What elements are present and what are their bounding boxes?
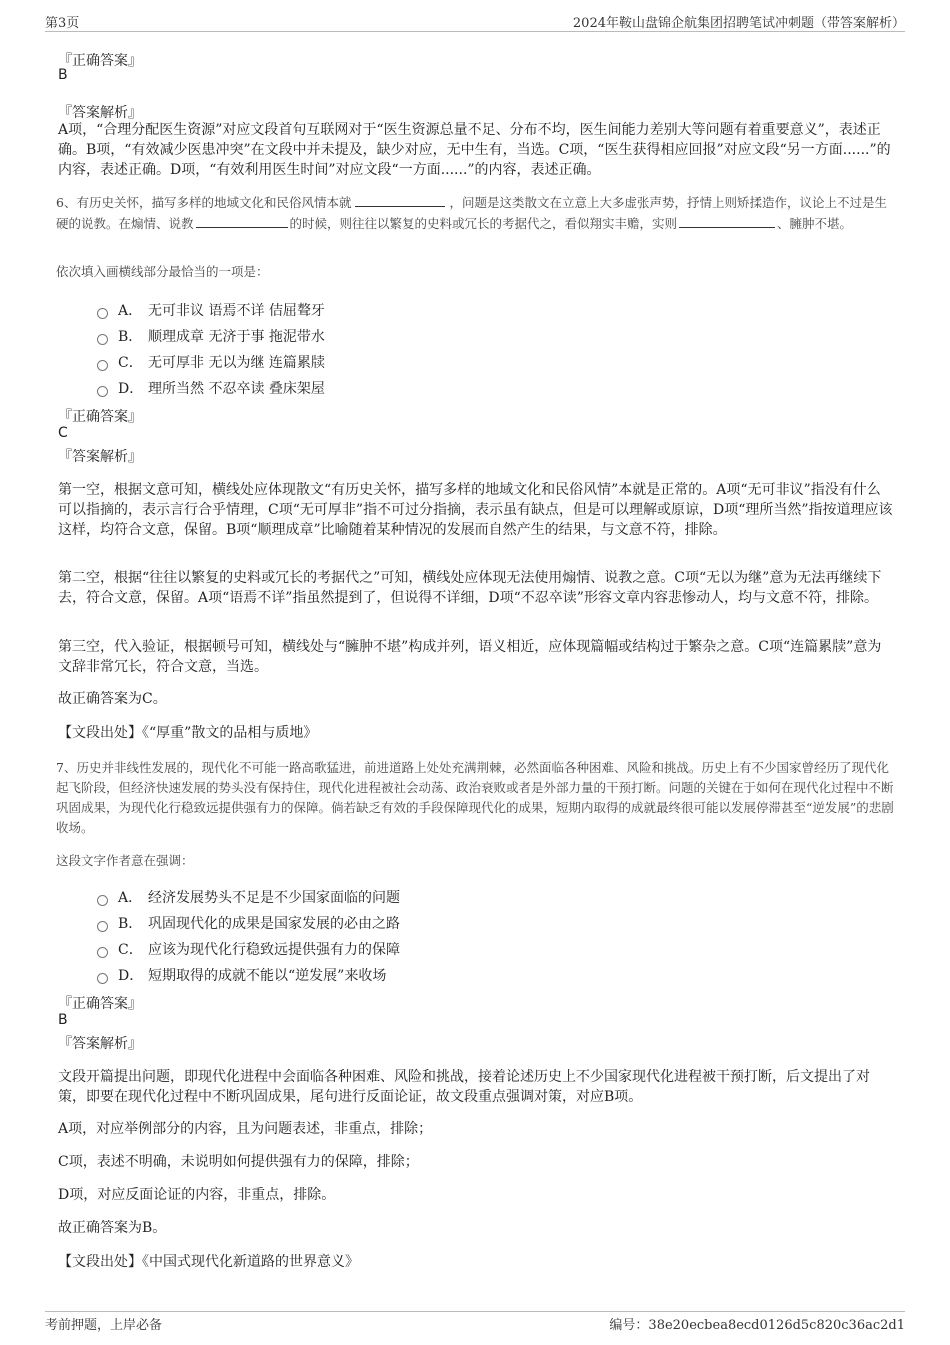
q7-stem: 7、历史并非线性发展的，现代化不可能一路高歌猛进，前进道路上处处充满荆棘，必然面临各种困难、风险和挑战。历史上有不少国家曾经历了现代化起飞阶段，但经济快速发展的势头没有保持住，现代化进程被社会动荡、政治衰败或者是外部力量的干预打断。问题的关键在于如何在现代化过程中不断巩固成果，为现代化行稳致远提供强有力的保障。倘若缺乏有效的手段保障现代化的成果，短期内取得的成就最终很可能以发展停滞甚至“逆发展”的悲剧收场。 — [56, 760, 894, 835]
q7-analysis-2: A项，对应举例部分的内容，且为问题表述，非重点，排除； — [58, 1121, 433, 1137]
radio-icon[interactable] — [97, 386, 108, 397]
q6-analysis-4: 故正确答案为C。 — [58, 691, 167, 707]
document-title: 2024年鞍山盘锦企航集团招聘笔试冲刺题（带答案解析） — [572, 16, 905, 31]
footer-slogan: 考前押题，上岸必备 — [45, 1318, 163, 1333]
header-divider — [45, 31, 905, 32]
q6-blank-2 — [196, 213, 288, 228]
q6-option-a[interactable]: A． 无可非议 语焉不详 佶屈聱牙 — [97, 300, 325, 320]
q6-option-d[interactable]: D． 理所当然 不忍卒读 叠床架屋 — [97, 378, 325, 398]
q6-stem-part1: 6、有历史关怀，描写多样的地域文化和民俗风情本就 — [56, 195, 352, 210]
radio-icon[interactable] — [97, 973, 108, 984]
radio-icon[interactable] — [97, 895, 108, 906]
q6-prompt: 依次填入画横线部分最恰当的一项是： — [56, 264, 269, 279]
document-id: 编号：38e20ecbea8ecd0126d5c820c36ac2d1 — [609, 1318, 905, 1333]
q6-blank-1 — [355, 192, 445, 207]
q6-analysis-1: 第一空，根据文意可知，横线处应体现散文“有历史关怀，描写多样的地域文化和民俗风情”本就是正常的。A项“无可非议”指没有什么可以指摘的，表示言行合乎情理，C项“无可厚非”指不可过分指摘，表示虽有缺点，但是可以理解或原谅，D项“理所当然”指按道理应该这样，均符合文意，保留。B项“顺理成章”比喻随着某种情况的发展而自然产生的结果，与文意不符，排除。 — [58, 482, 893, 538]
q7-option-c[interactable]: C． 应该为现代化行稳致远提供强有力的保障 — [97, 939, 400, 959]
q7-source: 【文段出处】《中国式现代化新道路的世界意义》 — [58, 1254, 359, 1270]
q6-stem-part2: ，问题是这类散文在立意上大多虚张声势，抒情上则矫揉造作，议论上不过是生硬的说教。在煽情、说教 — [56, 195, 887, 231]
q6-analysis-3: 第三空，代入验证，根据顿号可知，横线处与“臃肿不堪”构成并列，语义相近，应体现篇幅或结构过于繁杂之意。C项“连篇累牍”意为文辞非常冗长，符合文意，当选。 — [58, 639, 882, 675]
radio-icon[interactable] — [97, 308, 108, 319]
prev-answer-label: 『正确答案』 — [58, 53, 142, 69]
q6-answer-label: 『正确答案』 — [58, 409, 142, 425]
page-number: 第3页 — [45, 16, 80, 31]
radio-icon[interactable] — [97, 360, 108, 371]
q6-analysis-2: 第二空，根据“往往以繁复的史料或冗长的考据代之”可知，横线处应体现无法使用煽情、说教之意。C项“无以为继”意为无法再继续下去，符合文意，保留。A项“语焉不详”指虽然提到了，但说得不详细，D项“不忍卒读”形容文章内容悲惨动人，均与文意不符，排除。 — [58, 570, 882, 606]
q7-option-b[interactable]: B． 巩固现代化的成果是国家发展的必由之路 — [97, 913, 400, 933]
q6-option-c[interactable]: C． 无可厚非 无以为继 连篇累牍 — [97, 352, 325, 372]
q6-analysis-label: 『答案解析』 — [58, 449, 142, 465]
q7-answer-label: 『正确答案』 — [58, 996, 142, 1012]
prev-analysis-label: 『答案解析』 — [58, 105, 142, 121]
footer-divider — [45, 1311, 905, 1312]
q6-stem — [56, 192, 896, 234]
q6-option-b[interactable]: B． 顺理成章 无济于事 拖泥带水 — [97, 326, 325, 346]
q7-option-d[interactable]: D． 短期取得的成就不能以“逆发展”来收场 — [97, 965, 386, 985]
q7-option-a[interactable]: A． 经济发展势头不足是不少国家面临的问题 — [97, 887, 400, 907]
q7-prompt: 这段文字作者意在强调： — [56, 853, 194, 868]
page-header — [45, 12, 905, 32]
page-footer — [45, 1314, 905, 1334]
radio-icon[interactable] — [97, 947, 108, 958]
q6-answer: C — [58, 425, 68, 441]
q6-source: 【文段出处】《“厚重”散文的品相与质地》 — [58, 725, 318, 741]
q6-stem-part4: 、臃肿不堪。 — [777, 216, 853, 231]
radio-icon[interactable] — [97, 921, 108, 932]
radio-icon[interactable] — [97, 334, 108, 345]
q7-analysis-label: 『答案解析』 — [58, 1036, 142, 1052]
q7-analysis-1: 文段开篇提出问题，即现代化进程中会面临各种困难、风险和挑战，接着论述历史上不少国家现代化进程被干预打断，后文提出了对策，即要在现代化过程中不断巩固成果，尾句进行反面论证，故文段重点强调对策，对应B项。 — [58, 1069, 870, 1105]
q6-blank-3 — [679, 213, 775, 228]
q7-answer: B — [58, 1012, 68, 1028]
q7-analysis-4: D项，对应反面论证的内容，非重点，排除。 — [58, 1187, 336, 1203]
q7-analysis-5: 故正确答案为B。 — [58, 1220, 167, 1236]
q6-stem-part3: 的时候，则往往以繁复的史料或冗长的考据代之，看似翔实丰赡，实则 — [289, 216, 678, 231]
prev-analysis: A项，“合理分配医生资源”对应文段首句互联网对于“医生资源总量不足、分布不均，医生间能力差别大等问题有着重要意义”，表述正确。B项，“有效减少医患冲突”在文段中并未提及，缺少对应，无中生有，当选。C项，“医生获得相应回报”对应文段“另一方面......”的内容，表述正确。D项，“有效利用医生时间”对应文段“一方面......”的内容，表述正确。 — [58, 122, 891, 178]
q7-analysis-3: C项，表述不明确，未说明如何提供强有力的保障，排除； — [58, 1154, 419, 1170]
prev-answer: B — [58, 67, 68, 83]
